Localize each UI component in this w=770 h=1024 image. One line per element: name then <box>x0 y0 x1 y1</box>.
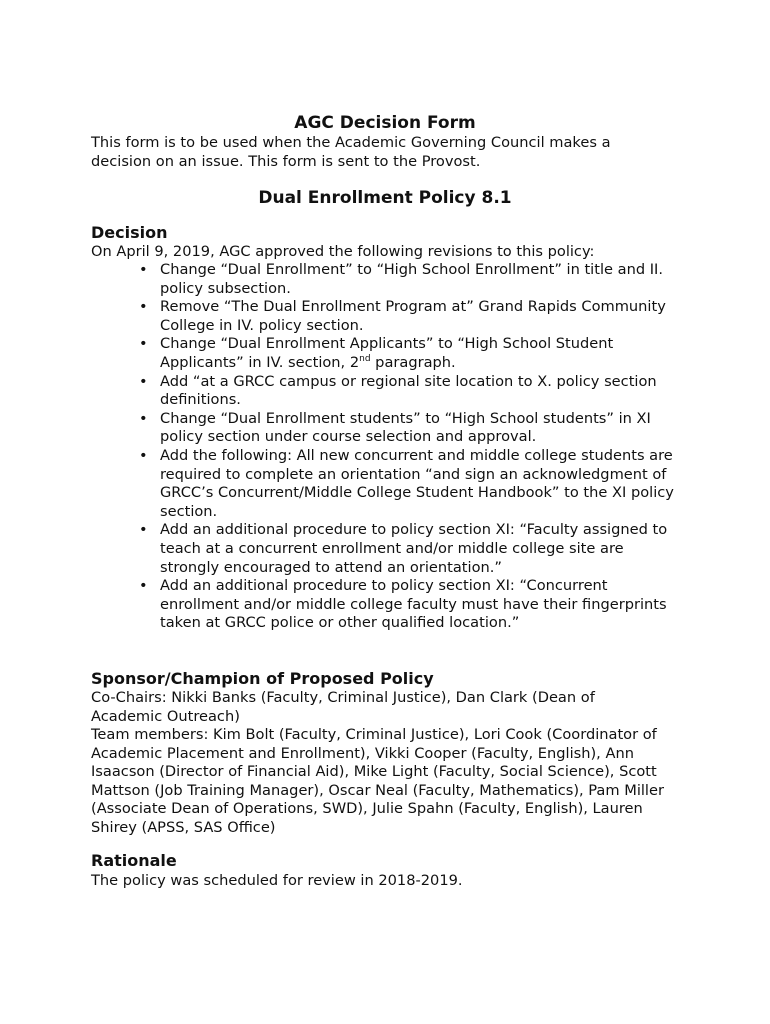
rationale-heading: Rationale <box>91 851 177 870</box>
decision-heading: Decision <box>91 223 168 242</box>
revision-item: • Add an additional procedure to policy section XI: “Concurrent enrollment and/or middle college faculty must have their fingerprints taken at GRCC police or other qualified location.” <box>136 577 681 633</box>
decision-intro: On April 9, 2019, AGC approved the following revisions to this policy: <box>91 243 595 260</box>
policy-title: Dual Enrollment Policy 8.1 <box>258 188 512 208</box>
revision-item: • Change “Dual Enrollment” to “High School Enrollment” in title and II. policy subsection. <box>136 261 681 298</box>
revision-item: • Remove “The Dual Enrollment Program at” Grand Rapids Community College in IV. policy section. <box>136 298 681 335</box>
rationale-text: The policy was scheduled for review in 2018-2019. <box>91 872 463 889</box>
revisions-list <box>136 261 681 633</box>
revision-item: • Change “Dual Enrollment Applicants” to “High School Student Applicants” in IV. section, 2nd paragraph. <box>136 335 681 372</box>
revision-item: • Add “at a GRCC campus or regional site location to X. policy section definitions. <box>136 373 681 410</box>
team-members-text: Team members: Kim Bolt (Faculty, Criminal Justice), Lori Cook (Coordinator of Academic Placement and Enrollment), Vikki Cooper (Faculty, English), Ann Isaacson (Director of Financial Aid), Mike Light (Faculty, Social Science), Scott Mattson (Job Training Manager), Oscar Neal (Faculty, Mathematics), Pam Miller (Associate Dean of Operations, SWD), Julie Spahn (Faculty, English), Lauren Shirey (APSS, SAS Office) <box>91 726 664 836</box>
revision-item: • Change “Dual Enrollment students” to “High School students” in XI policy section under course selection and approval. <box>136 410 681 447</box>
revision-item: • Add the following: All new concurrent and middle college students are required to complete an orientation “and sign an acknowledgment of GRCC’s Concurrent/Middle College Student Handbook” to the XI policy section. <box>136 447 681 521</box>
form-title: AGC Decision Form <box>294 113 476 133</box>
co-chairs-text: Co-Chairs: Nikki Banks (Faculty, Criminal Justice), Dan Clark (Dean of Academic Outreach) <box>91 689 595 725</box>
form-intro: This form is to be used when the Academic Governing Council makes a decision on an issue. This form is sent to the Provost. <box>91 134 611 170</box>
revision-item: • Add an additional procedure to policy section XI: “Faculty assigned to teach at a concurrent enrollment and/or middle college site are strongly encouraged to attend an orientation.” <box>136 521 681 577</box>
sponsor-heading: Sponsor/Champion of Proposed Policy <box>91 669 434 688</box>
